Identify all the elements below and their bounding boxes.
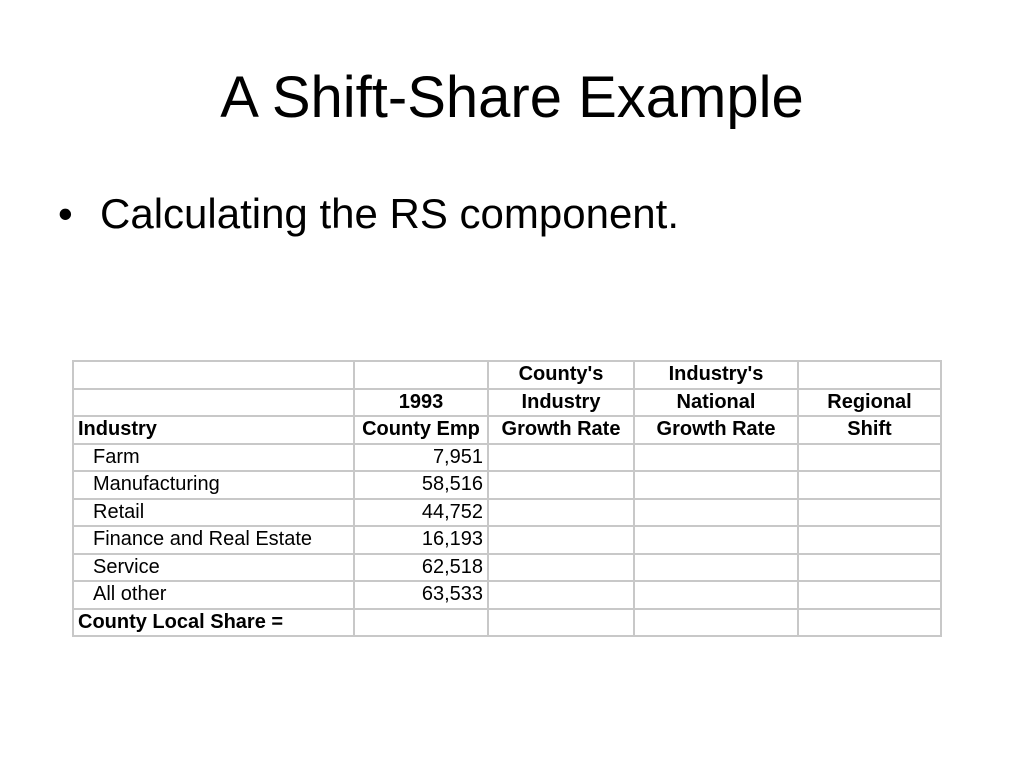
county-growth-cell[interactable] [488, 444, 634, 472]
industry-cell[interactable]: Farm [73, 444, 354, 472]
header-county-emp-cell[interactable]: County Emp [354, 416, 488, 444]
regional-shift-cell[interactable] [798, 499, 941, 527]
county-emp-cell[interactable]: 63,533 [354, 581, 488, 609]
county-growth-cell[interactable] [488, 581, 634, 609]
shift-share-table [72, 360, 942, 637]
total-regional-shift-cell[interactable] [798, 609, 941, 637]
table-row [73, 526, 941, 554]
bullet-text: Calculating the RS component. [100, 190, 679, 237]
national-growth-cell[interactable] [634, 471, 798, 499]
county-emp-cell[interactable]: 62,518 [354, 554, 488, 582]
header-county-emp-cell[interactable]: 1993 [354, 389, 488, 417]
regional-shift-cell[interactable] [798, 444, 941, 472]
county-growth-cell[interactable] [488, 554, 634, 582]
table-row [73, 554, 941, 582]
header-regional-shift-cell[interactable] [798, 361, 941, 389]
total-national-growth-cell[interactable] [634, 609, 798, 637]
regional-shift-cell[interactable] [798, 581, 941, 609]
slide-title: A Shift-Share Example [220, 65, 804, 130]
total-row [73, 609, 941, 637]
county-growth-cell[interactable] [488, 526, 634, 554]
county-emp-cell[interactable]: 7,951 [354, 444, 488, 472]
header-county-growth-cell[interactable]: County's [488, 361, 634, 389]
header-industry-cell[interactable] [73, 389, 354, 417]
table-row [73, 444, 941, 472]
header-regional-shift-cell[interactable]: Shift [798, 416, 941, 444]
industry-cell[interactable]: Finance and Real Estate [73, 526, 354, 554]
header-national-growth-cell[interactable]: Industry's [634, 361, 798, 389]
header-regional-shift-cell[interactable]: Regional [798, 389, 941, 417]
header-county-growth-cell[interactable]: Growth Rate [488, 416, 634, 444]
industry-cell[interactable]: Manufacturing [73, 471, 354, 499]
county-emp-cell[interactable]: 58,516 [354, 471, 488, 499]
industry-cell[interactable]: Retail [73, 499, 354, 527]
header-county-emp-cell[interactable] [354, 361, 488, 389]
regional-shift-cell[interactable] [798, 471, 941, 499]
national-growth-cell[interactable] [634, 581, 798, 609]
header-industry-cell[interactable]: Industry [73, 416, 354, 444]
regional-shift-cell[interactable] [798, 554, 941, 582]
county-emp-cell[interactable]: 16,193 [354, 526, 488, 554]
shift-share-table-container [72, 360, 942, 637]
header-row-2 [73, 389, 941, 417]
industry-cell[interactable]: Service [73, 554, 354, 582]
table-row [73, 581, 941, 609]
county-growth-cell[interactable] [488, 499, 634, 527]
county-emp-cell[interactable]: 44,752 [354, 499, 488, 527]
national-growth-cell[interactable] [634, 499, 798, 527]
table-row [73, 499, 941, 527]
header-row-1 [73, 361, 941, 389]
industry-cell[interactable]: All other [73, 581, 354, 609]
county-local-share-label[interactable]: County Local Share = [73, 609, 354, 637]
total-county-emp-cell[interactable] [354, 609, 488, 637]
bullet-dot-icon: • [58, 190, 73, 237]
header-national-growth-cell[interactable]: National [634, 389, 798, 417]
header-row-3 [73, 416, 941, 444]
header-county-growth-cell[interactable]: Industry [488, 389, 634, 417]
regional-shift-cell[interactable] [798, 526, 941, 554]
national-growth-cell[interactable] [634, 554, 798, 582]
bullet-item [58, 188, 679, 240]
table-row [73, 471, 941, 499]
total-county-growth-cell[interactable] [488, 609, 634, 637]
county-growth-cell[interactable] [488, 471, 634, 499]
national-growth-cell[interactable] [634, 444, 798, 472]
header-industry-cell[interactable] [73, 361, 354, 389]
national-growth-cell[interactable] [634, 526, 798, 554]
header-national-growth-cell[interactable]: Growth Rate [634, 416, 798, 444]
